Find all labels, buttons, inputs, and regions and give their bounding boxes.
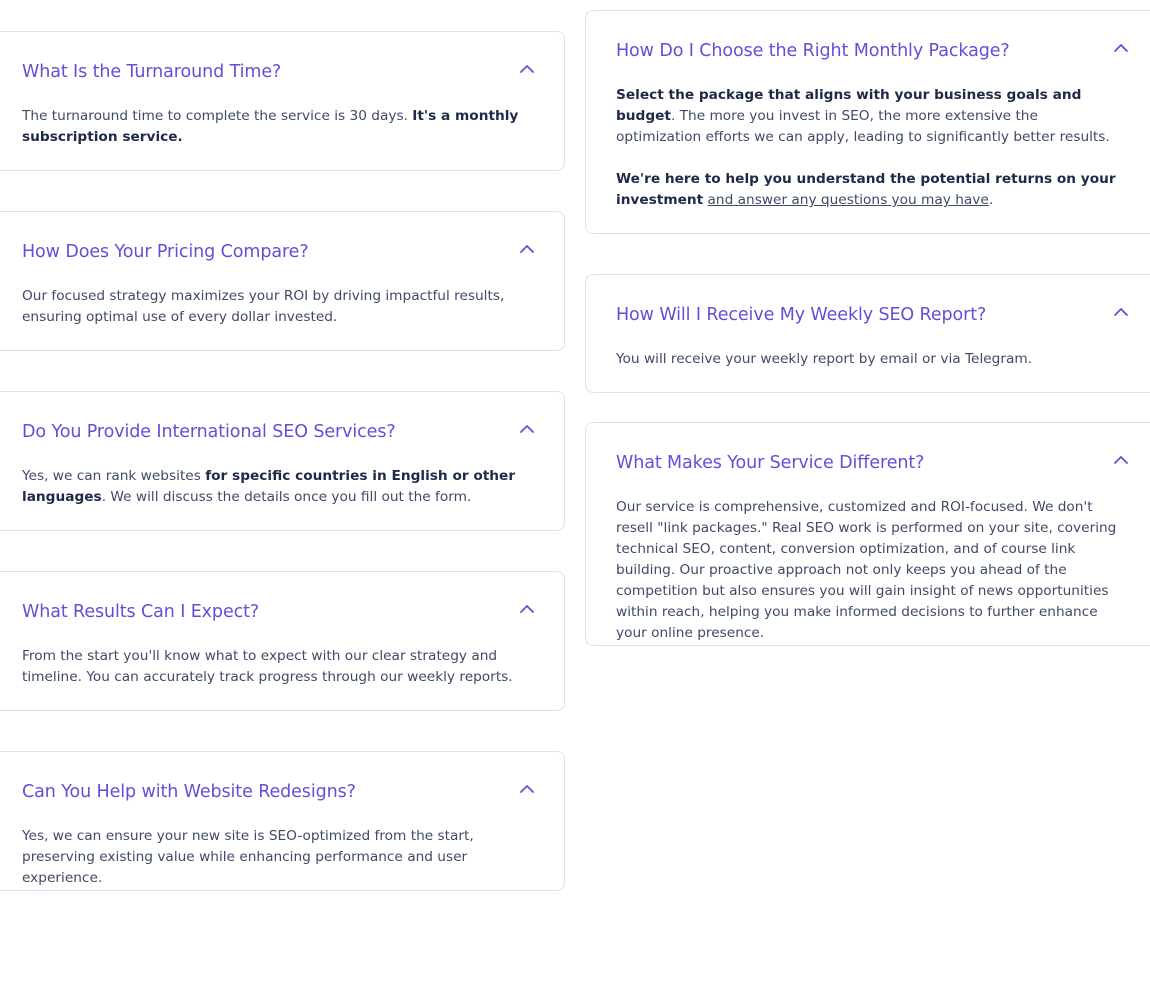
- answer-text: . The more you invest in SEO, the more extensive the optimization efforts we can apply, leading to significantly better results.: [616, 108, 1110, 145]
- faq-answer: [22, 106, 532, 148]
- answer-emphasis: for specific countries in English or other languages: [22, 468, 516, 505]
- faq-item-service-different: [585, 422, 1150, 646]
- answer-emphasis: Select the package that aligns with your business goals and budget: [616, 87, 1082, 124]
- faq-answer: [22, 466, 522, 508]
- faq-item-weekly-report: [585, 274, 1150, 393]
- faq-question[interactable]: What Results Can I Expect?: [22, 602, 260, 622]
- faq-question[interactable]: What Is the Turnaround Time?: [22, 62, 282, 82]
- answer-text: The turnaround time to complete the service is 30 days.: [22, 108, 413, 124]
- chevron-up-icon[interactable]: [518, 602, 536, 616]
- faq-item-turnaround: [0, 31, 565, 171]
- faq-answer: [22, 826, 532, 889]
- faq-answer: [616, 85, 1121, 211]
- answer-emphasis: We're here to help you understand the potential returns on your investment: [616, 171, 1116, 208]
- faq-answer: [616, 349, 1121, 370]
- faq-item-pricing: [0, 211, 565, 351]
- faq-answer: [22, 286, 542, 328]
- answer-text: Yes, we can rank websites: [22, 468, 206, 484]
- chevron-up-icon[interactable]: [518, 782, 536, 796]
- chevron-up-icon[interactable]: [518, 62, 536, 76]
- chevron-up-icon[interactable]: [1112, 41, 1130, 55]
- answer-text: . We will discuss the details once you fill out the form.: [101, 489, 472, 505]
- answer-questions-link[interactable]: and answer any questions you may have: [707, 192, 989, 208]
- faq-question[interactable]: What Makes Your Service Different?: [616, 453, 925, 473]
- faq-question[interactable]: How Will I Receive My Weekly SEO Report?: [616, 305, 987, 325]
- faq-question[interactable]: Can You Help with Website Redesigns?: [22, 782, 356, 802]
- answer-text: From the start you'll know what to expect with our clear strategy and timeline. You can accurately track progress through our weekly reports.: [22, 648, 513, 685]
- answer-text: Yes, we can ensure your new site is SEO-optimized from the start, preserving existing value while enhancing performance and user experience.: [22, 828, 474, 886]
- chevron-up-icon[interactable]: [518, 242, 536, 256]
- faq-item-results: [0, 571, 565, 711]
- faq-item-redesigns: [0, 751, 565, 891]
- chevron-up-icon[interactable]: [1112, 453, 1130, 467]
- answer-emphasis: It's a monthly subscription service.: [22, 108, 519, 145]
- chevron-up-icon[interactable]: [1112, 305, 1130, 319]
- answer-text: Our service is comprehensive, customized and ROI-focused. We don't resell "link packages." Real SEO work is performed on your site, covering technical SEO, content, conversion optimization, and of course link building. Our proactive approach not only keeps you ahead of the competition but also ensures you will gain insight of news opportunities within reach, helping you make informed decisions to further enhance your online presence.: [616, 499, 1117, 641]
- faq-answer: [616, 497, 1126, 644]
- faq-question[interactable]: How Do I Choose the Right Monthly Package?: [616, 41, 1010, 61]
- answer-text: Our focused strategy maximizes your ROI by driving impactful results, ensuring optimal use of every dollar invested.: [22, 288, 505, 325]
- faq-question[interactable]: Do You Provide International SEO Services?: [22, 422, 396, 442]
- faq-item-international: [0, 391, 565, 531]
- answer-text: You will receive your weekly report by email or via Telegram.: [616, 351, 1033, 367]
- chevron-up-icon[interactable]: [518, 422, 536, 436]
- faq-item-monthly-package: [585, 10, 1150, 234]
- faq-answer: [22, 646, 542, 688]
- faq-question[interactable]: How Does Your Pricing Compare?: [22, 242, 309, 262]
- answer-text: .: [988, 192, 994, 208]
